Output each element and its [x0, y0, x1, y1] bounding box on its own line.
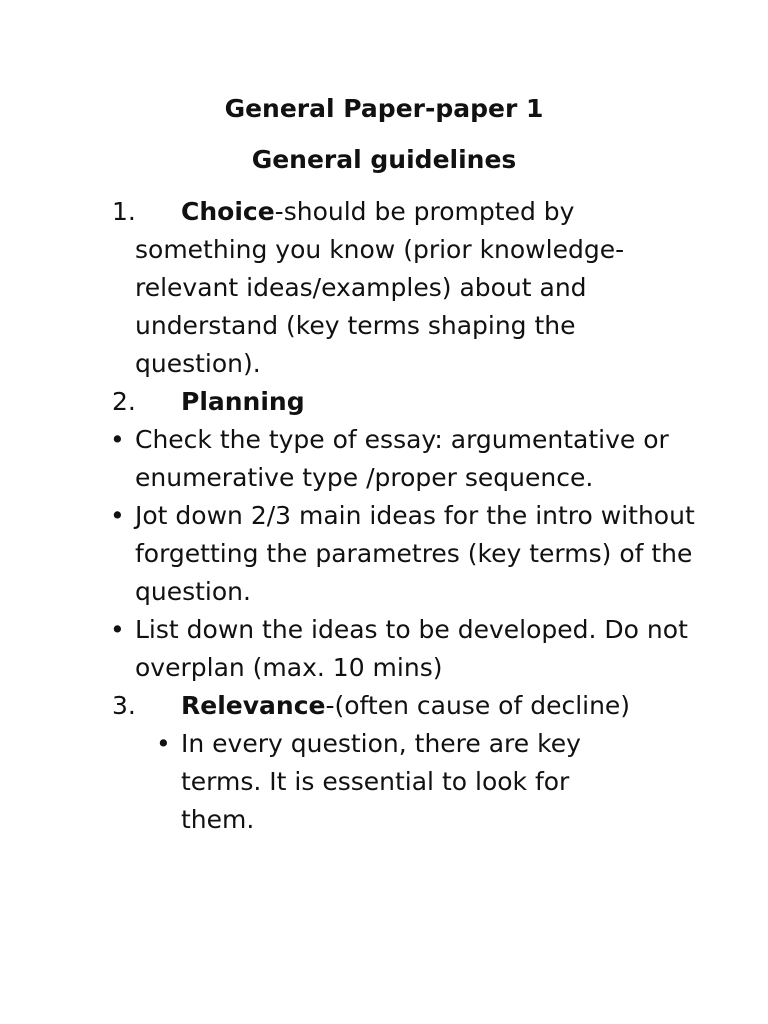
- document-subtitle: General guidelines: [251, 145, 517, 174]
- list-item: [0, 725, 768, 839]
- bullet-icon: •: [110, 615, 125, 644]
- section-number: 1.: [112, 197, 136, 226]
- section-planning: [0, 383, 768, 421]
- section-text: -should be prompted by something you know (prior knowledge-relevant ideas/examples) about and understand (key terms shaping the question).: [135, 197, 625, 378]
- section-number: 3.: [112, 691, 136, 720]
- bullet-icon: •: [110, 425, 125, 454]
- section-heading: Planning: [181, 387, 305, 416]
- section-content: [181, 383, 701, 421]
- bullet-icon: •: [110, 501, 125, 530]
- document-body: [0, 193, 768, 839]
- document-title: General Paper-paper 1: [224, 94, 544, 123]
- list-item-text: Check the type of essay: argumentative or enumerative type /proper sequence.: [135, 425, 669, 492]
- section-content: [135, 193, 680, 383]
- list-item: [0, 497, 768, 611]
- section-heading: Relevance: [181, 691, 326, 720]
- list-item-text: Jot down 2/3 main ideas for the intro without forgetting the parametres (key terms) of the question.: [135, 501, 695, 606]
- bullet-icon: •: [156, 729, 171, 758]
- list-item: [0, 611, 768, 687]
- section-choice: [0, 193, 768, 383]
- section-relevance: [0, 687, 768, 725]
- section-content: [181, 687, 701, 725]
- section-heading: Choice: [181, 197, 275, 226]
- list-item-text: In every question, there are key terms. It is essential to look for them.: [181, 729, 581, 834]
- list-item-text: List down the ideas to be developed. Do not overplan (max. 10 mins): [135, 615, 688, 682]
- list-item: [0, 421, 768, 497]
- section-number: 2.: [112, 387, 136, 416]
- section-text: -(often cause of decline): [325, 691, 631, 720]
